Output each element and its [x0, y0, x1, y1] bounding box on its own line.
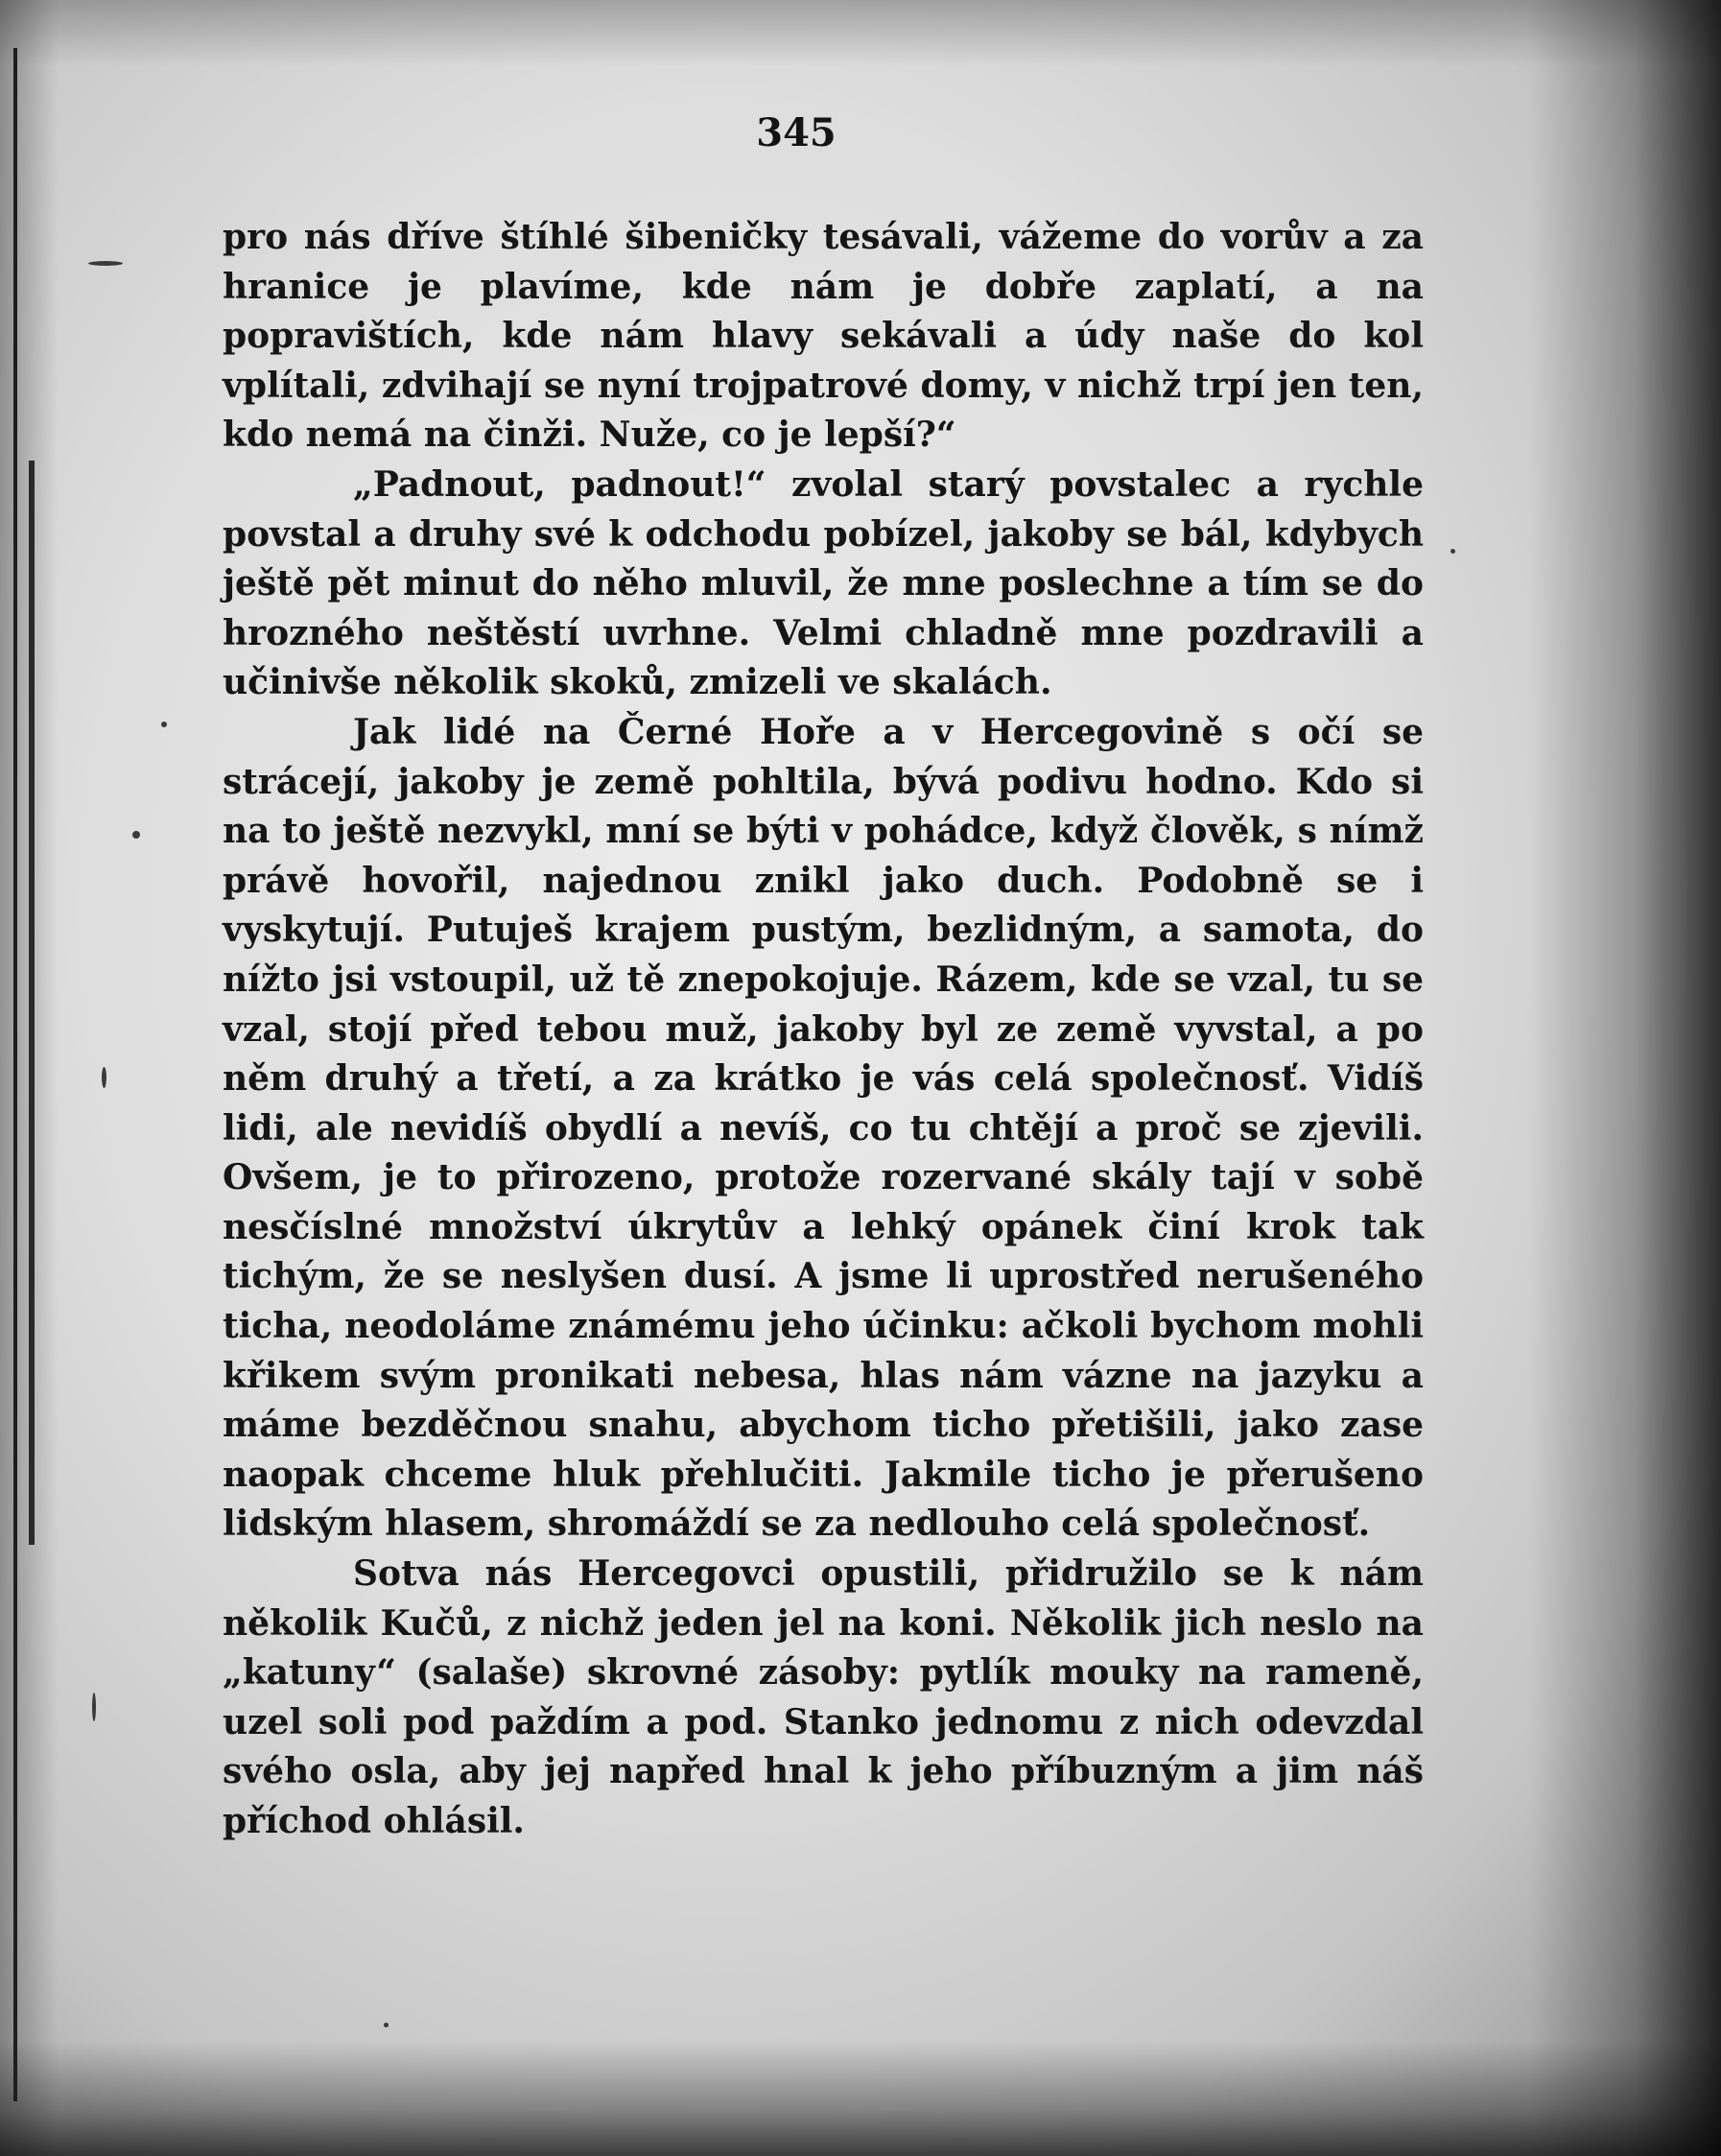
scan-speck — [92, 1693, 96, 1721]
binding-edge-line — [13, 48, 17, 2101]
body-text — [223, 213, 1424, 1847]
paragraph: Sotva nás Hercegovci opustili, přidružilo se k nám několik Kučů, z nichž jeden jel na koni. Několik jich neslo na „katuny“ (salaše) skrovné zásoby: pytlík mouky na rameně, uzel soli pod paždím a pod. Stanko jednomu z nich odevzdal svého osla, aby jej napřed hnal k jeho příbuzným a jim náš příchod ohlásil. — [223, 1553, 1424, 1841]
top-shadow — [0, 0, 1721, 67]
scan-speck — [1450, 549, 1455, 554]
page-number: 345 — [756, 110, 837, 155]
paragraph: „Padnout, padnout!“ zvolal starý povstalec a rychle povstal a druhy své k odchodu pobízel, jakoby se bál, kdybych ještě pět minut do něho mluvil, že mne poslechne a tím se do hrozného neštěstí uvrhne. Velmi chladně mne pozdravili a učinivše několik skoků, zmizeli ve skalách. — [223, 463, 1424, 703]
paragraph: Jak lidé na Černé Hoře a v Hercegovině s očí se strácejí, jakoby je země pohltila, bývá podivu hodno. Kdo si na to ještě nezvykl, mní se býti v pohádce, když člověk, s nímž právě hovořil, najednou znikl jako duch. Podobně se i vyskytují. Putuješ krajem pustým, bezlidným, a samota, do nížto jsi vstoupil, už tě znepokojuje. Rázem, kde se vzal, tu se vzal, stojí před tebou muž, jakoby byl ze země vyvstal, a po něm druhý a třetí, a za krátko je vás celá společnosť. Vidíš lidi, ale nevidíš obydlí a nevíš, co tu chtějí a proč se zjevili. Ovšem, je to přirozeno, protože rozervané skály tají v sobě nesčíslné množství úkrytův a lehký opánek činí krok tak tichým, že se neslyšen dusí. A jsme li uprostřed nerušeného ticha, neodoláme známému jeho účinku: ačkoli bychom mohli křikem svým pronikati nebesa, hlas nám vázne na jazyku a máme bezděčnou snahu, abychom ticho přetišili, jako zase naopak chceme hluk přehlučiti. Jakmile ticho je přerušeno lidským hlasem, shromáždí se za nedlouho celá společnosť. — [223, 711, 1424, 1545]
scan-speck — [102, 1067, 106, 1088]
scan-speck — [384, 2023, 389, 2027]
scan-speck — [88, 261, 123, 266]
scan-speck — [161, 722, 167, 727]
right-shadow — [1529, 0, 1721, 2156]
paragraph: pro nás dříve štíhlé šibeničky tesávali, vážeme do vorův a za hranice je plavíme, kde nám je dobře zaplatí, a na popravištích, kde nám hlavy sekávali a údy naše do kol vplítali, zdvihají se nyní trojpatrové domy, v nichž trpí jen ten, kdo nemá na činži. Nuže, co je lepší?“ — [223, 217, 1424, 456]
bottom-shadow — [0, 2041, 1721, 2156]
scan-speck — [132, 831, 140, 839]
binding-edge-line-thick — [29, 461, 35, 1545]
